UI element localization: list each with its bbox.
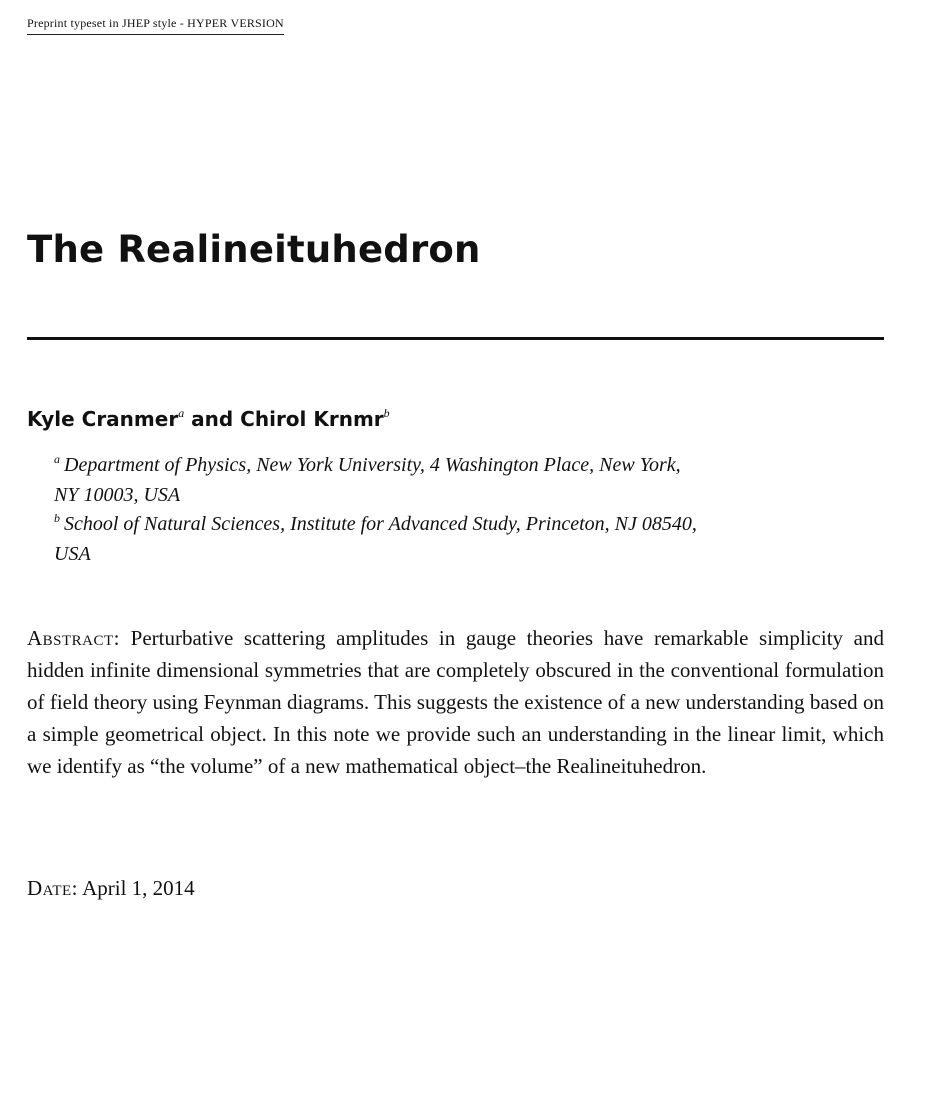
abstract-paragraph <box>27 622 884 782</box>
affiliation-mark-a: a <box>54 452 60 466</box>
date-line <box>27 876 195 901</box>
affiliation-a <box>54 451 844 510</box>
affiliations-block <box>54 451 844 569</box>
affiliation-mark-b: b <box>54 511 60 525</box>
author-affiliation-mark-2: b <box>383 406 390 420</box>
date-value: April 1, 2014 <box>82 876 195 900</box>
affiliation-b <box>54 510 844 569</box>
abstract-label: Abstract: <box>27 626 121 650</box>
author-line <box>27 407 390 431</box>
date-label: Date: <box>27 876 78 900</box>
preprint-header-note: Preprint typeset in JHEP style - HYPER VERSION <box>27 16 284 35</box>
affiliation-a-line1: Department of Physics, New York University, 4 Washington Place, New York, <box>64 454 681 476</box>
author-affiliation-mark-1: a <box>178 406 185 420</box>
affiliation-b-line2: USA <box>54 542 91 565</box>
abstract-text: Perturbative scattering amplitudes in gauge theories have remarkable simplicity and hidden infinite dimensional symmetries that are completely obscured in the conventional formulation of field theory using Feynman diagrams. This suggests the existence of a new understanding based on a simple geometrical object. In this note we provide such an understanding in the linear limit, which we identify as “the volume” of a new mathematical object–the Realineituhedron. <box>27 626 884 778</box>
author-name-2: Chirol Krnmr <box>240 407 384 431</box>
author-name-1: Kyle Cranmer <box>27 407 179 431</box>
author-conjunction: and <box>184 407 241 431</box>
paper-title: The Realineituhedron <box>27 228 481 271</box>
affiliation-a-line2: NY 10003, USA <box>54 483 181 506</box>
affiliation-b-line1: School of Natural Sciences, Institute for Advanced Study, Princeton, NJ 08540, <box>64 513 697 535</box>
title-rule <box>27 337 884 340</box>
